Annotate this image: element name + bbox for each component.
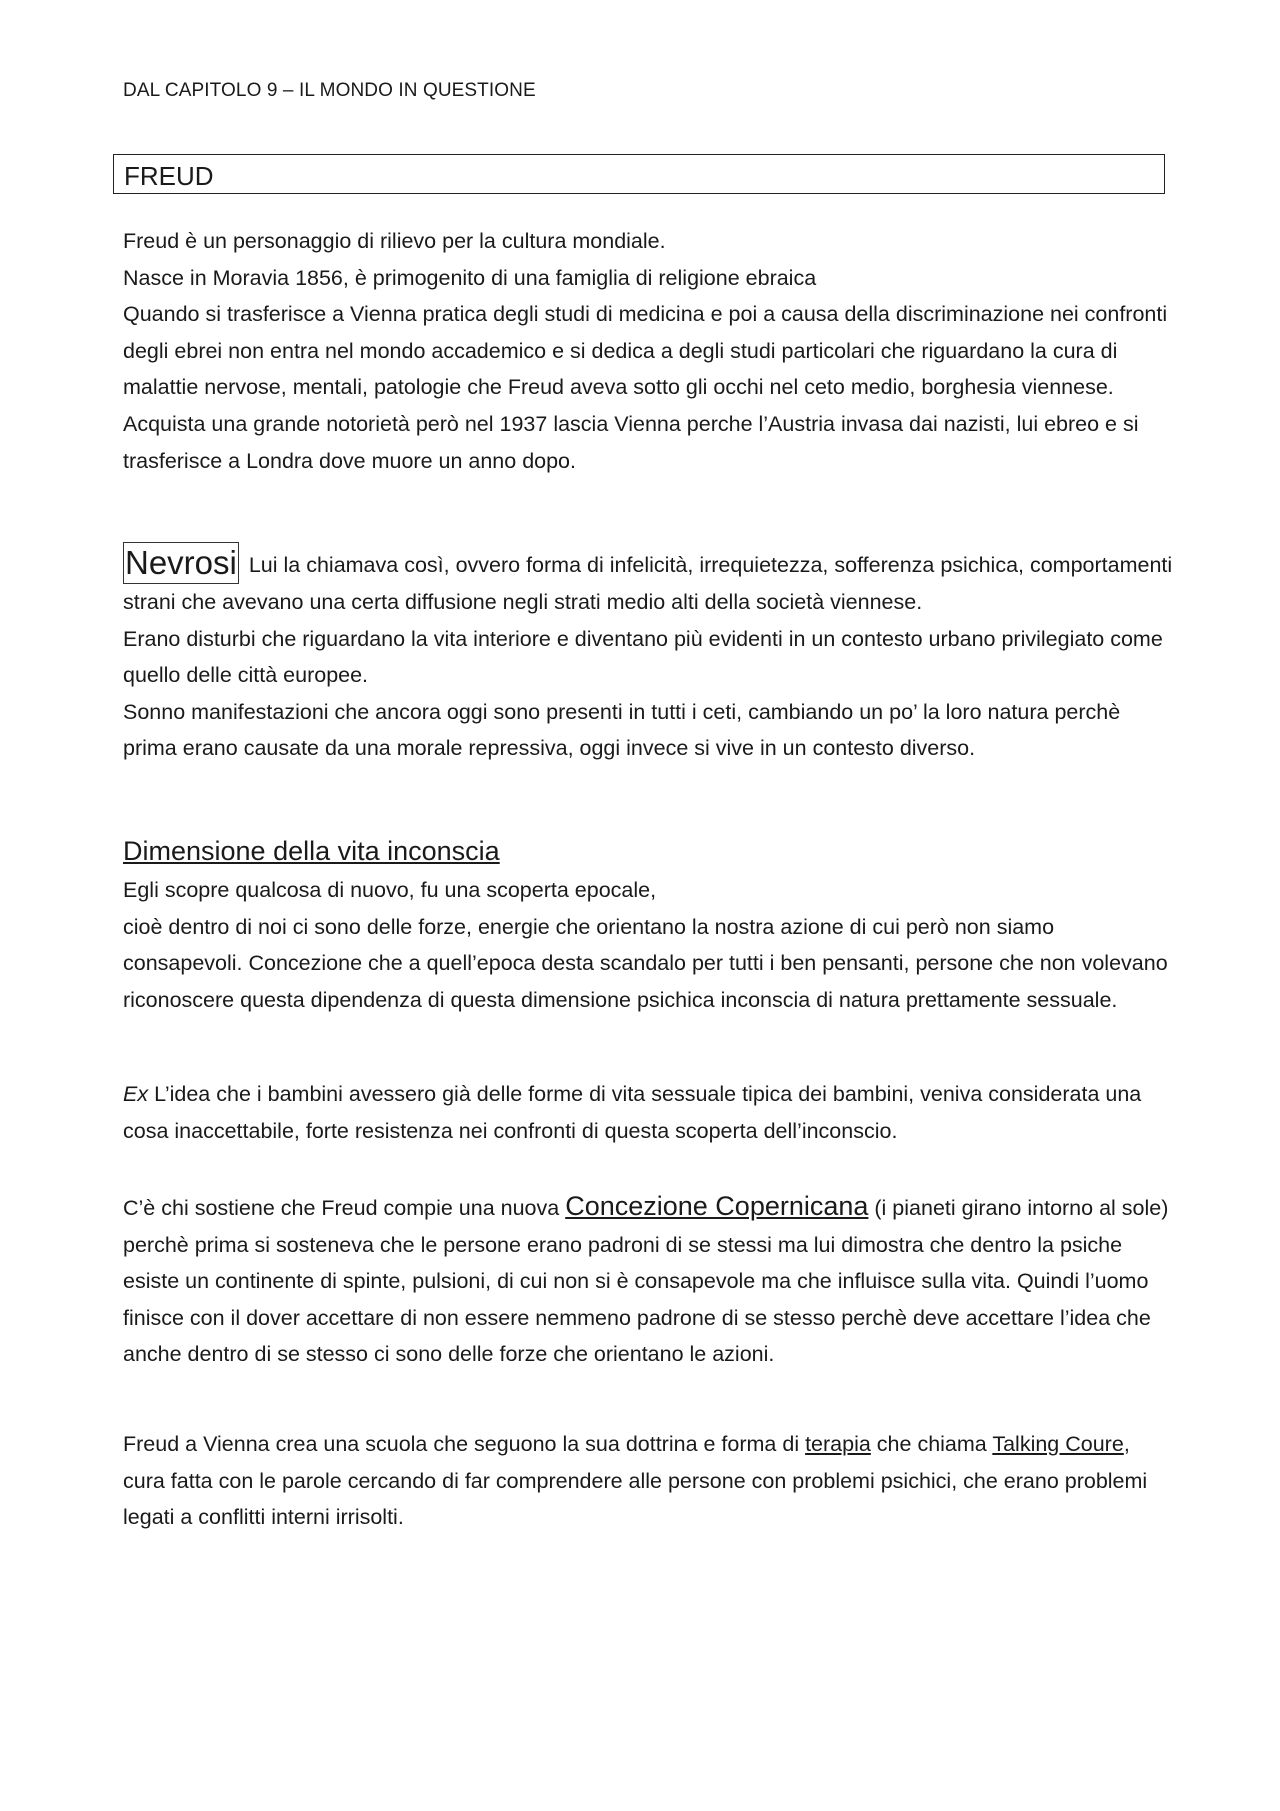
nevrosi-paragraph bbox=[123, 542, 1173, 621]
title-box bbox=[113, 154, 1165, 194]
example-paragraph bbox=[123, 1076, 1173, 1149]
example-text: L’idea che i bambini avessero già delle forme di vita sessuale tipica dei bambini, veniva considerata una cosa inaccettabile, forte resistenza nei confronti di questa scoperta dell’inconscio. bbox=[123, 1082, 1142, 1143]
copernicana-before: C’è chi sostiene che Freud compie una nuova bbox=[123, 1196, 566, 1220]
example-section bbox=[123, 1076, 1173, 1149]
copernicana-section bbox=[123, 1188, 1173, 1373]
terapia-term: terapia bbox=[805, 1432, 871, 1456]
nevrosi-line: Erano disturbi che riguardano la vita interiore e diventano più evidenti in un contesto urbano privilegiato come quello delle città europee. bbox=[123, 626, 1163, 688]
inconscia-line: cioè dentro di noi ci sono delle forze, energie che orientano la nostra azione di cui però non siamo consapevoli. Concezione che a quell’epoca desta scandalo per tutti i ben pensanti, persone che non volevano riconoscere questa dipendenza di questa dimensione psichica inconscia di natura prettamente sessuale. bbox=[123, 914, 1168, 1012]
intro-line: Nasce in Moravia 1856, è primogenito di una famiglia di religione ebraica bbox=[123, 265, 817, 290]
intro-line: Freud è un personaggio di rilievo per la cultura mondiale. bbox=[123, 229, 666, 253]
copernicana-after: (i pianeti girano intorno al sole) perchè prima si sosteneva che le persone erano padroni di se stessi ma lui dimostra che dentro la psiche esiste un continente di spinte, pulsioni, di cui non si è consapevole ma che influisce sulla vita. Quindi l’uomo finisce con il dover accettare di non essere nemmeno padrone di se stesso perchè deve accettare l’idea che anche dentro di se stesso ci sono delle forze che orientano le azioni. bbox=[123, 1196, 1169, 1367]
nevrosi-line: Sonno manifestazioni che ancora oggi sono presenti in tutti i ceti, cambiando un po’ la loro natura perchè prima erano causate da una morale repressiva, oggi invece si vive in un contesto diverso. bbox=[123, 699, 1121, 761]
terapia-before: Freud a Vienna crea una scuola che seguono la sua dottrina e forma di bbox=[123, 1432, 806, 1456]
terapia-after: , cura fatta con le parole cercando di far comprendere alle persone con problemi psichici, che erano problemi legati a conflitti interni irrisolti. bbox=[123, 1432, 1148, 1530]
inconscia-heading: Dimensione della vita inconscia bbox=[123, 836, 500, 866]
copernicana-term: Concezione Copernicana bbox=[565, 1191, 869, 1221]
terapia-middle: che chiama bbox=[870, 1432, 993, 1456]
nevrosi-term: Nevrosi bbox=[123, 542, 239, 584]
chapter-header: DAL CAPITOLO 9 – IL MONDO IN QUESTIONE bbox=[123, 80, 536, 101]
terapia-paragraph bbox=[123, 1426, 1173, 1536]
talking-cure-term: Talking Coure bbox=[992, 1432, 1124, 1456]
intro-line: Quando si trasferisce a Vienna pratica degli studi di medicina e poi a causa della discriminazione nei confronti degli ebrei non entra nel mondo accademico e si dedica a degli studi particolari che riguardano la cura di malattie nervose, mentali, patologie che Freud aveva sotto gli occhi nel ceto medio, borghesia viennese. bbox=[123, 302, 1168, 400]
inconscia-line: Egli scopre qualcosa di nuovo, fu una scoperta epocale, bbox=[123, 878, 657, 902]
nevrosi-definition: Lui la chiamava così, ovvero forma di infelicità, irrequietezza, sofferenza psichica, comportamenti strani che avevano una certa diffusione negli strati medio alti della società viennese. bbox=[123, 553, 1173, 614]
terapia-section bbox=[123, 1426, 1173, 1536]
copernicana-paragraph bbox=[123, 1188, 1173, 1373]
intro-section bbox=[123, 223, 1173, 479]
nevrosi-section bbox=[123, 542, 1173, 767]
inconscia-section bbox=[123, 830, 1173, 1018]
page-title: FREUD bbox=[124, 161, 214, 191]
example-prefix: Ex bbox=[123, 1082, 149, 1106]
intro-line: Acquista una grande notorietà però nel 1937 lascia Vienna perche l’Austria invasa dai nazisti, lui ebreo e si trasferisce a Londra dove muore un anno dopo. bbox=[123, 411, 1139, 473]
